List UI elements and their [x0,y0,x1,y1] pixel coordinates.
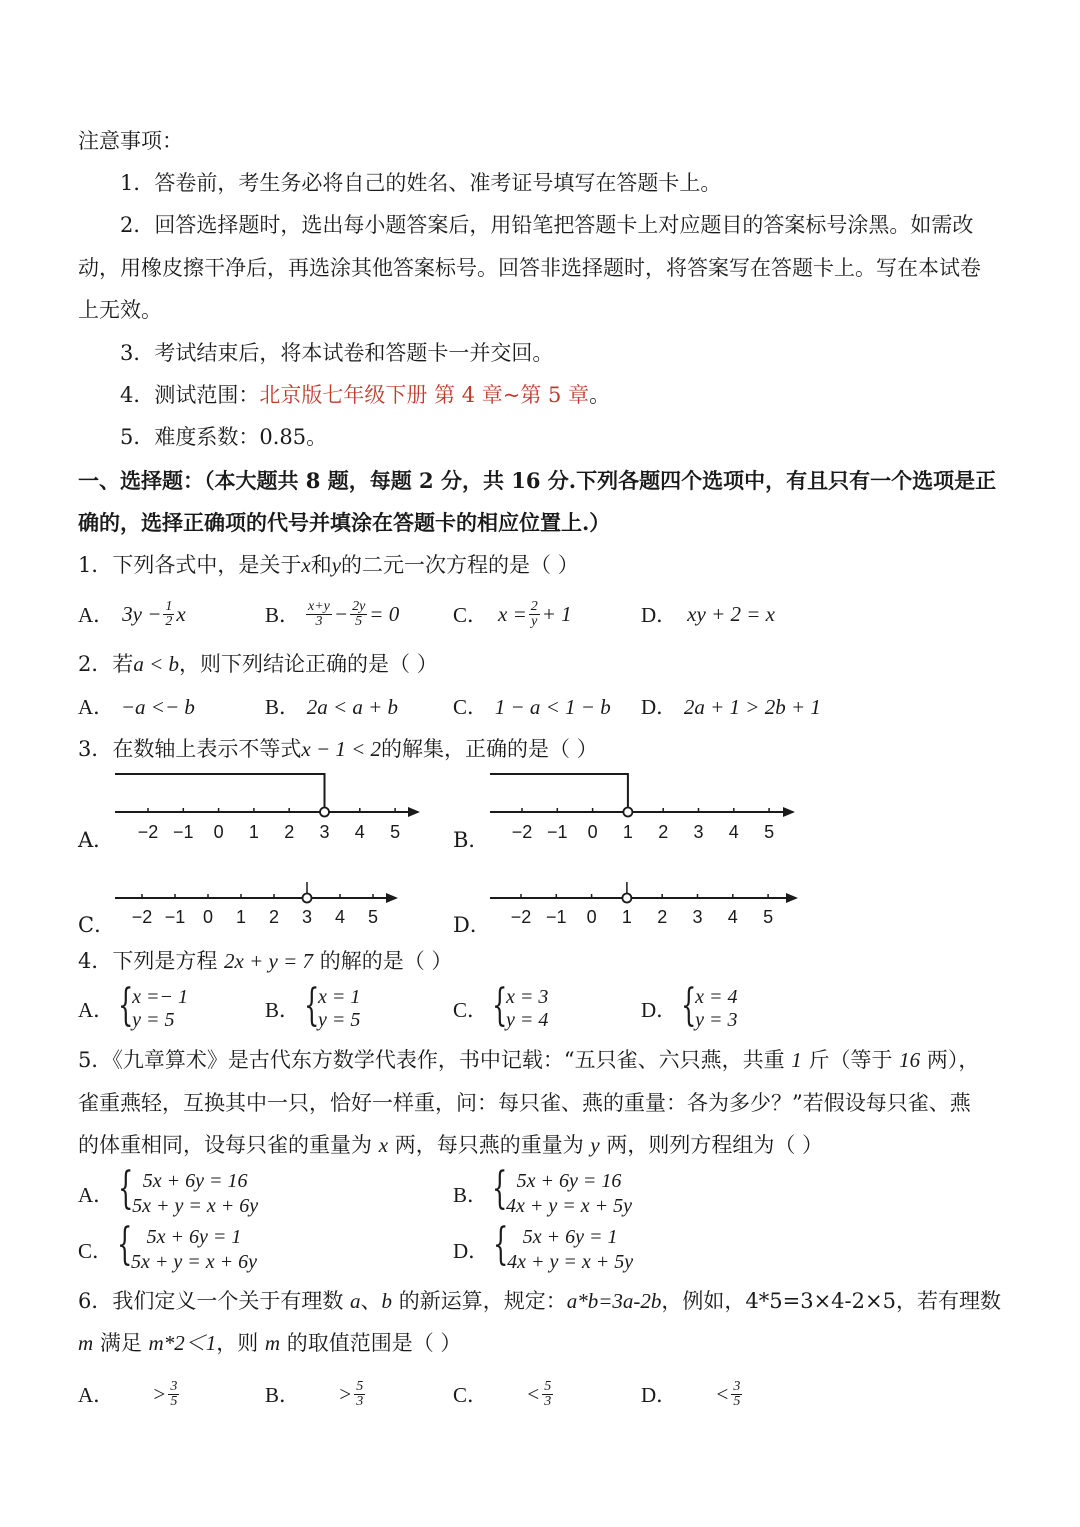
q1-b-num2: 2y [352,598,366,614]
q1-b-den1: 3 [315,613,323,629]
q6-var-b: b [381,1289,393,1313]
q6-b-label: B． [265,1383,301,1407]
q1-stem-a: 1．下列各式中，是关于 [78,553,302,577]
q5-line1-a: 5．《九章算术》是古代东方数学代表作，书中记载：“五只雀、六只燕，共重 [78,1048,792,1072]
q5-option-d [453,1225,633,1275]
q6-var-a: a [350,1289,361,1313]
tick-label: 5 [763,907,774,927]
q5-line1 [78,1046,979,1074]
tick-label: 4 [728,822,739,842]
q1-a-label: A． [78,603,115,627]
q2-a-expr: −a <− b [120,695,195,719]
q6-line1-a: 6．我们定义一个关于有理数 [78,1289,351,1313]
q1-c-num: 2 [530,598,538,614]
q6-sep: 、 [360,1289,382,1313]
q4-d-system [683,986,737,1032]
q4-option-c [453,986,548,1032]
q5-b-system [494,1169,632,1219]
q4-c-eq2: y = 4 [506,1009,549,1031]
q5-a-eq2: 5x + y = x + 6y [132,1195,259,1217]
q4-b-system [306,986,360,1032]
q1-d-label: D． [641,603,678,627]
q4-a-eq2: y = 5 [132,1009,175,1031]
q3-stem-a: 3．在数轴上表示不等式 [78,737,302,761]
q3-a-label: A． [78,828,115,852]
q1-stem-b: 的二元一次方程的是（ ） [341,553,579,577]
q5-var-y: y [590,1133,600,1157]
q6-var-m: m [78,1331,94,1355]
tick-label: 2 [284,822,295,842]
q5-a-eq1: { 5x + 6y = 16 [142,1170,248,1192]
tick-label: −1 [164,907,186,927]
tick-label: −1 [546,907,567,927]
notes-heading: 注意事项： [78,129,183,153]
section1-line1: 一、选择题：（本大题共 8 题，每题 2 分，共 16 分.下列各题四个选项中，有且只有一个选项是正 [78,468,997,493]
q4-d-eq1: { x = 4 [695,986,738,1008]
tick-label: −1 [173,822,194,842]
q4-option-b [265,986,360,1032]
q5-a-label: A． [78,1183,115,1207]
q5-line3-a: 的体重相同，设每只雀的重量为 [78,1133,379,1157]
solution-ray [490,774,628,807]
q1-a-post: x [176,601,186,626]
q5-option-a [78,1169,258,1219]
tick-label: 4 [354,822,365,842]
endpoint-circle [320,808,329,817]
numberline-b [490,774,795,842]
q4-d-label: D． [641,998,678,1022]
tick-label: −1 [547,822,568,842]
note-3: 3．考试结束后，将本试卷和答题卡一并交回。 [120,341,554,365]
q5-line2: 雀重燕轻，互换其中一只，恰好一样重，问：每只雀、燕的重量：各为多少？”若假设每只雀、燕 [78,1091,971,1115]
q1-b-label: B． [265,603,301,627]
note-2-line2: 动，用橡皮擦干净后，再选涂其他答案标号。回答非选择题时，将答案写在答题卡上。写在本试卷 [78,256,981,280]
q6-b-op: > [338,1381,353,1406]
q2-c-expr: 1 − a < 1 − b [494,695,611,719]
tick-label: 2 [268,907,280,927]
q1-c-den: y [531,613,538,629]
q5-b-eq2: 4x + y = x + 5y [506,1195,633,1217]
q4-eq: 2x + y = 7 [224,949,314,973]
q1-c-post: + 1 [541,601,572,626]
q4-a-label: A． [78,998,115,1022]
q5-line3 [78,1131,823,1159]
section1-line2: 确的，选择正确项的代号并填涂在答题卡的相应位置上.） [78,510,611,535]
note-2-line1: 2．回答选择题时，选出每小题答案后，用铅笔把答题卡上对应题目的答案标号涂黑。如需改 [120,213,974,237]
q5-option-b [453,1169,632,1219]
tick-label: 1 [621,907,632,927]
q6-option-b [265,1374,367,1414]
q1-b-num1: x+y [308,598,330,614]
q6-b-den: 3 [356,1393,364,1409]
endpoint-circle [303,894,312,903]
q4-option-a [78,986,188,1032]
tick-label: −2 [511,822,533,842]
q4-b-label: B． [265,998,301,1022]
q5-d-eq2: 4x + y = x + 5y [507,1251,634,1273]
q6-cond: m*2＜1 [148,1331,217,1355]
q4-d-eq2: y = 3 [695,1009,738,1031]
note-2-line3: 上无效。 [78,298,162,322]
q5-line1-c: 两）， [920,1048,980,1072]
q5-jin: 1 [791,1048,802,1072]
q2-stem-b: ，则下列结论正确的是（ ） [179,652,438,676]
q1-a-den: 2 [165,613,173,629]
q6-option-c [453,1374,555,1414]
q6-c-den: 3 [544,1393,552,1409]
tick-label: 0 [587,822,598,842]
numberline-a [115,774,420,842]
q5-c-eq2: 5x + y = x + 6y [131,1251,258,1273]
q5-d-system [495,1225,633,1275]
q3-b-label: B． [453,828,490,852]
q6-c-label: C． [453,1383,489,1407]
q6-d-den: 5 [733,1393,741,1409]
q6-line2-a: 满足 [93,1331,149,1355]
q5-b-eq1: { 5x + 6y = 16 [516,1170,622,1192]
tick-label: 1 [235,907,247,927]
q4-stem [78,947,452,975]
q1-b-den2: 5 [355,613,363,629]
tick-label: 0 [202,907,214,927]
q1-a-pre: 3y − [122,601,162,626]
q6-c-num: 5 [544,1378,552,1394]
endpoint-circle [623,808,632,817]
tick-label: −2 [510,907,532,927]
q6-a-fraction [168,1380,179,1409]
tick-label: 0 [586,907,597,927]
note-5: 5．难度系数：0.85。 [120,425,328,449]
q5-d-eq1: { 5x + 6y = 1 [522,1226,618,1248]
q6-option-d [641,1374,744,1414]
q4-a-eq1: { x =− 1 [132,986,189,1008]
q6-a-den: 5 [170,1393,178,1409]
q4-stem-b: 的解的是（ ） [313,949,453,973]
note-4-scope: 北京版七年级下册 第 4 章~第 5 章 [259,383,590,407]
q5-c-system [119,1225,257,1275]
q3-c-label: C． [78,913,116,937]
endpoint-circle [622,894,631,903]
q6-d-fraction [731,1380,742,1409]
q1-d-expr: xy + 2 = x [687,601,775,626]
tick-label: 3 [319,822,330,842]
q6-line2 [78,1329,461,1357]
axis-arrow [408,807,420,817]
q2-a-label: A． [78,695,115,719]
axis-arrow [386,893,398,903]
q4-c-system [494,986,548,1032]
tick-label: 2 [657,907,668,927]
tick-label: 5 [764,822,775,842]
q4-c-label: C． [453,998,489,1022]
q5-var-x: x [378,1133,389,1157]
q6-line2-b: ，则 [216,1331,265,1355]
q2-b-label: B． [265,695,301,719]
tick-label: 1 [622,822,633,842]
q4-a-system [120,986,188,1032]
q5-c-label: C． [78,1239,114,1263]
q4-c-eq1: { x = 3 [506,986,549,1008]
note-4-suffix: 。 [589,383,611,407]
q6-a-op: > [152,1381,167,1406]
q6-d-op: < [715,1381,730,1406]
q2-c-label: C． [453,695,489,719]
tick-label: 0 [213,822,224,842]
tick-label: 5 [390,822,401,842]
q6-var-m2: m [264,1331,281,1355]
q6-d-label: D． [641,1383,678,1407]
tick-label: 4 [727,907,738,927]
q5-line1-b: 斤（等于 [801,1048,900,1072]
q3-ineq: x − 1 < 2 [301,737,382,761]
q6-line1-c: ，例如，4*5=3×4-2×5，若有理数 [661,1289,1001,1313]
q2-d-expr: 2a + 1 > 2b + 1 [683,695,821,719]
numberline-d [490,882,798,927]
q5-d-label: D． [453,1239,490,1263]
note-4-prefix: 4．测试范围： [120,383,260,407]
q1-b-minus: − [333,601,349,626]
q6-line1-b: 的新运算，规定： [392,1289,567,1313]
q6-b-num: 5 [356,1378,364,1394]
tick-label: 1 [248,822,259,842]
q6-c-fraction [542,1380,553,1409]
q5-b-label: B． [453,1183,489,1207]
q1-a-num: 1 [165,598,173,614]
q1-c-label: C． [453,603,489,627]
numberline-c [115,882,398,927]
note-1: 1．答卷前，考生务必将自己的姓名、准考证号填写在答题卡上。 [120,171,722,195]
q6-option-a [78,1374,181,1414]
tick-label: 3 [692,907,703,927]
q1-b-post: = 0 [369,601,400,626]
q1-and: 和 [310,553,332,577]
tick-label: 2 [658,822,669,842]
q3-stem-b: 的解集，正确的是（ ） [381,737,598,761]
q3-d-label: D． [453,913,491,937]
q5-liang: 16 [899,1048,921,1072]
tick-label: 5 [367,907,379,927]
tick-label: −2 [137,822,159,842]
q5-line3-c: 两，则列方程组为（ ） [599,1133,824,1157]
q6-line1 [78,1287,1001,1315]
q2-stem-a: 2．若 [78,652,134,676]
q4-option-d [641,986,738,1032]
tick-label: −2 [131,907,153,927]
q1-var-y: y [331,553,342,577]
q6-a-label: A． [78,1383,115,1407]
axis-arrow [786,893,798,903]
q2-cond: a < b [133,652,180,676]
q6-a-num: 3 [170,1378,178,1394]
axis-arrow [783,807,795,817]
q6-b-fraction [354,1380,365,1409]
q5-option-c [78,1225,257,1275]
q4-stem-a: 4．下列是方程 [78,949,225,973]
solution-ray [115,774,325,807]
q6-line2-c: 的取值范围是（ ） [280,1331,462,1355]
q6-c-op: < [526,1381,541,1406]
q2-b-expr: 2a < a + b [306,695,399,719]
q1-c-pre: x = [498,601,527,626]
q2-d-label: D． [641,695,678,719]
q5-a-system [120,1169,258,1219]
q1-var-x: x [301,553,311,577]
q5-c-eq1: { 5x + 6y = 1 [146,1226,242,1248]
tick-label: 3 [301,907,313,927]
q4-b-eq2: y = 5 [318,1009,361,1031]
tick-label: 4 [334,907,346,927]
q6-d-num: 3 [733,1378,741,1394]
tick-label: 3 [693,822,704,842]
q4-b-eq1: { x = 1 [318,986,361,1008]
q5-line3-b: 两，每只燕的重量为 [388,1133,591,1157]
q6-rule: a*b=3a-2b [566,1289,662,1313]
